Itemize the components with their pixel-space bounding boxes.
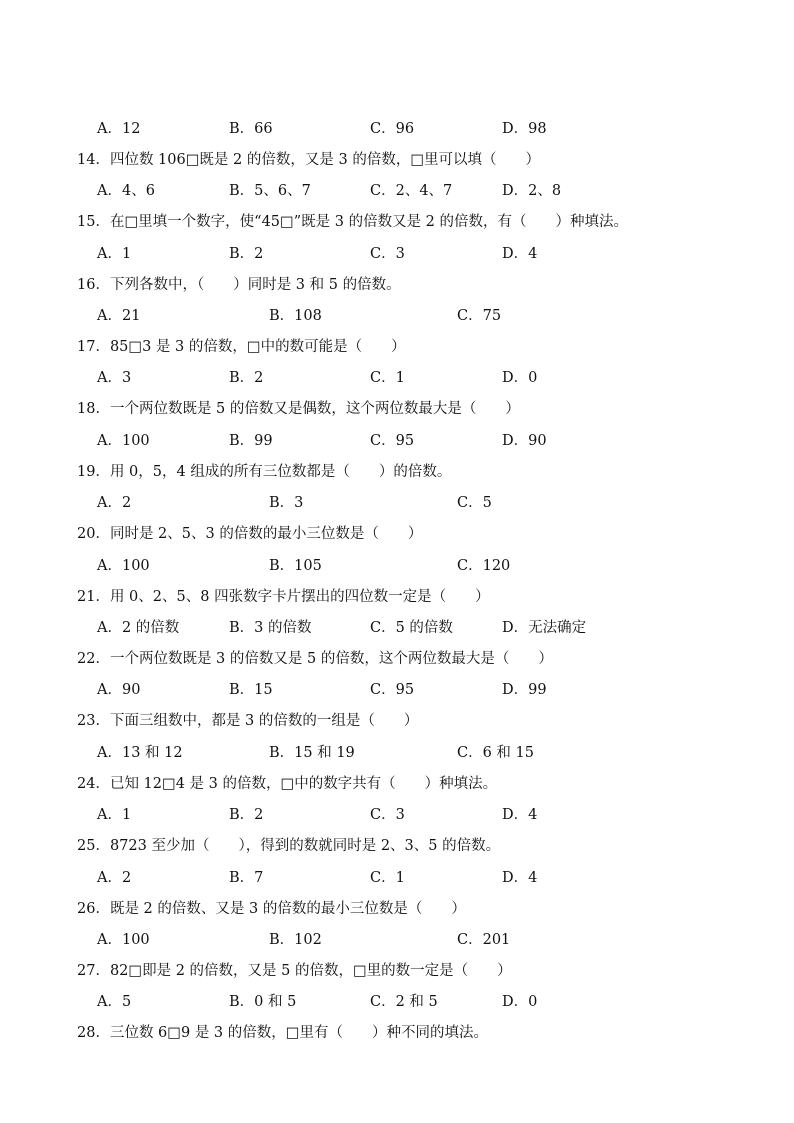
option-d: D．2、8 — [502, 183, 562, 199]
option-a: A．2 的倍数 — [97, 620, 180, 636]
option-c: C．3 — [370, 246, 405, 262]
question-27: 27．82□即是 2 的倍数，又是 5 的倍数，□里的数一定是（ ） — [77, 963, 512, 979]
option-c: C．1 — [370, 370, 405, 386]
options-row-q23 — [0, 742, 794, 764]
option-a: A．100 — [97, 433, 150, 449]
option-d: D．98 — [502, 121, 547, 137]
option-b: B．2 — [229, 807, 264, 823]
option-c: C．5 — [457, 495, 492, 511]
question-26: 26．既是 2 的倍数、又是 3 的倍数的最小三位数是（ ） — [77, 901, 466, 917]
option-c: C．2 和 5 — [370, 994, 438, 1010]
option-b: B．3 — [269, 495, 304, 511]
question-20: 20．同时是 2、5、3 的倍数的最小三位数是（ ） — [77, 526, 423, 542]
question-28: 28．三位数 6□9 是 3 的倍数，□里有（ ）种不同的填法。 — [77, 1025, 488, 1041]
option-c: C．3 — [370, 807, 405, 823]
option-b: B．5、6、7 — [229, 183, 311, 199]
option-a: A．90 — [97, 682, 141, 698]
option-a: A．21 — [97, 308, 141, 324]
question-21: 21．用 0、2、5、8 四张数字卡片摆出的四位数一定是（ ） — [77, 589, 490, 605]
option-b: B．0 和 5 — [229, 994, 297, 1010]
option-c: C．201 — [457, 932, 511, 948]
option-b: B．2 — [229, 246, 264, 262]
option-d: D．0 — [502, 370, 538, 386]
options-row-q21 — [0, 617, 794, 639]
option-b: B．7 — [229, 870, 264, 886]
question-14: 14．四位数 106□既是 2 的倍数，又是 3 的倍数，□里可以填（ ） — [77, 152, 541, 168]
option-c: C．6 和 15 — [457, 745, 534, 761]
option-a: A．2 — [97, 870, 132, 886]
question-15: 15．在□里填一个数字，使“45□”既是 3 的倍数又是 2 的倍数，有（ ）种填法。 — [77, 214, 629, 230]
question-16: 16．下列各数中，（ ）同时是 3 和 5 的倍数。 — [77, 277, 401, 293]
options-row-q24 — [0, 804, 794, 826]
option-d: D．0 — [502, 994, 538, 1010]
option-c: C．95 — [370, 682, 415, 698]
option-a: A．2 — [97, 495, 132, 511]
question-25: 25．8723 至少加（ ），得到的数就同时是 2、3、5 的倍数。 — [77, 838, 501, 854]
option-a: A．100 — [97, 932, 150, 948]
option-b: B．2 — [229, 370, 264, 386]
option-d: D．90 — [502, 433, 547, 449]
option-d: D．99 — [502, 682, 547, 698]
option-c: C．1 — [370, 870, 405, 886]
option-b: B．15 — [229, 682, 273, 698]
option-d: D．4 — [502, 807, 538, 823]
options-row-q14 — [0, 180, 794, 202]
option-a: A．4、6 — [97, 183, 155, 199]
options-row-q17 — [0, 367, 794, 389]
option-c: C．75 — [457, 308, 502, 324]
question-24: 24．已知 12□4 是 3 的倍数，□中的数字共有（ ）种填法。 — [77, 776, 498, 792]
option-b: B．108 — [269, 308, 322, 324]
option-b: B．15 和 19 — [269, 745, 355, 761]
option-b: B．102 — [269, 932, 322, 948]
options-row-q25 — [0, 867, 794, 889]
option-c: C．96 — [370, 121, 415, 137]
option-c: C．2、4、7 — [370, 183, 453, 199]
options-row-q18 — [0, 430, 794, 452]
option-d: D．4 — [502, 246, 538, 262]
question-22: 22．一个两位数既是 3 的倍数又是 5 的倍数，这个两位数最大是（ ） — [77, 651, 553, 667]
options-row-q15 — [0, 243, 794, 265]
option-b: B．99 — [229, 433, 273, 449]
options-row-q27 — [0, 991, 794, 1013]
option-a: A．100 — [97, 558, 150, 574]
option-a: A．3 — [97, 370, 132, 386]
option-a: A．13 和 12 — [97, 745, 183, 761]
option-a: A．1 — [97, 246, 132, 262]
question-19: 19．用 0，5，4 组成的所有三位数都是（ ）的倍数。 — [77, 464, 452, 480]
options-row-q26 — [0, 929, 794, 951]
option-d: D．4 — [502, 870, 538, 886]
option-c: C．5 的倍数 — [370, 620, 453, 636]
question-23: 23．下面三组数中，都是 3 的倍数的一组是（ ） — [77, 713, 419, 729]
question-18: 18．一个两位数既是 5 的倍数又是偶数，这个两位数最大是（ ） — [77, 401, 520, 417]
option-c: C．120 — [457, 558, 511, 574]
options-row-q13 — [0, 118, 794, 140]
option-b: B．3 的倍数 — [229, 620, 312, 636]
option-d: D．无法确定 — [502, 620, 587, 636]
option-a: A．1 — [97, 807, 132, 823]
options-row-q20 — [0, 555, 794, 577]
options-row-q19 — [0, 492, 794, 514]
question-17: 17．85□3 是 3 的倍数，□中的数可能是（ ） — [77, 339, 406, 355]
options-row-q22 — [0, 679, 794, 701]
option-c: C．95 — [370, 433, 415, 449]
option-a: A．12 — [97, 121, 141, 137]
options-row-q16 — [0, 305, 794, 327]
option-b: B．105 — [269, 558, 322, 574]
option-b: B．66 — [229, 121, 273, 137]
option-a: A．5 — [97, 994, 132, 1010]
